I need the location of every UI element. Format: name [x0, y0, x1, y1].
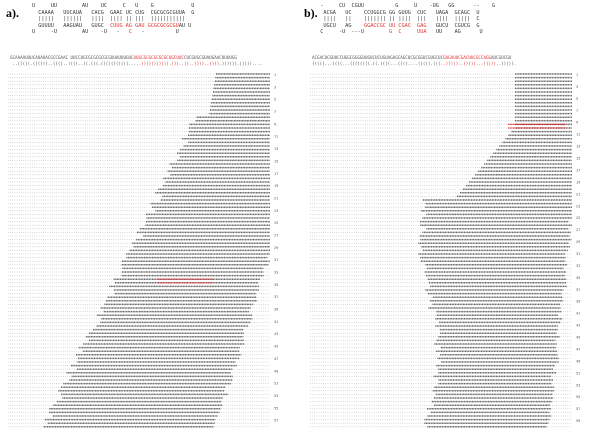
highlighted-segment: UUA: [417, 29, 427, 36]
sequence-line: [312, 61, 594, 67]
hairpin-line: [314, 16, 495, 23]
row-label: 5: [576, 96, 579, 101]
segment: AU U: [178, 22, 192, 29]
row-label: 57: [576, 407, 581, 412]
row-label: 43: [576, 323, 581, 328]
highlighted-segment: GGACCGC UU CGAC GAG: [363, 22, 427, 29]
hairpin-line: [314, 29, 495, 36]
row-label: 13: [274, 147, 279, 152]
hairpin-line: [32, 3, 194, 10]
row-label: 27: [576, 228, 581, 233]
row-label: 41: [274, 319, 279, 324]
row-label: 5: [274, 97, 277, 102]
hairpin-line: [32, 16, 194, 23]
alignment-dotplot: [310, 72, 594, 430]
segment: ||||| |||||| |||| |||| || ||| |||||||||||: [32, 16, 195, 23]
alignment-dotplot: [8, 72, 292, 430]
hairpin-line: [314, 3, 495, 10]
hairpin-structure: [314, 3, 495, 36]
panel-label: a).: [6, 6, 19, 20]
row-label: 45: [274, 344, 279, 349]
hairpin-line: [314, 10, 495, 17]
segment: .)))))).)))))....: [219, 61, 263, 66]
segment: AUCGUCGU: [491, 55, 512, 60]
row-label: 15: [576, 156, 581, 161]
row-label: 1: [274, 73, 277, 77]
highlighted-segment: ))))))))))).)))..))..))))..)))): [141, 61, 220, 66]
segment: CAAAA UUCAUA CACG GAAC UC CUG CGCGCGCGUUA G: [32, 9, 195, 16]
row-label: 57: [274, 418, 279, 423]
row-label: 13: [576, 144, 581, 149]
row-label: 15: [274, 159, 279, 164]
hairpin-structure: [32, 3, 194, 36]
segment: U UU AU UC C U G U: [32, 3, 195, 9]
row-label: 29: [274, 245, 279, 250]
highlighted-segment: CUUG AG GAU GCGCGCGCGU: [110, 22, 179, 29]
highlighted-segment: G C: [388, 29, 402, 36]
row-label: 29: [576, 240, 581, 245]
sequence-line: [10, 61, 290, 67]
segment: |||| || ||||||| || |||| ||| |||| ||||| C: [314, 16, 480, 23]
segment: CUCGUGCGUAUGAACUUUUGG: [183, 55, 237, 60]
row-label: 3: [274, 85, 277, 90]
row-label: 9: [576, 120, 579, 125]
row-label: 53: [274, 393, 279, 398]
row-label: 59: [576, 419, 581, 424]
row-label: 23: [274, 208, 279, 213]
row-label: 9: [274, 122, 277, 127]
row-label: 7: [274, 110, 277, 115]
row-label: 31: [576, 252, 581, 256]
segment: (((((...((((...((((((((.((.((((...((((....(((((.(((: [312, 61, 441, 66]
row-label: 21: [274, 196, 279, 201]
row-label: 17: [576, 168, 581, 173]
segment: ACGA UC CCUGGCG GG GUUG CUC UAGA GCAGC U: [314, 9, 480, 16]
hairpin-line: [32, 23, 194, 30]
row-label: 53: [576, 383, 581, 388]
row-label: 21: [576, 192, 581, 197]
row-label: 39: [576, 299, 581, 304]
segment: ..))))).: [496, 61, 517, 66]
sequence-strip: [312, 55, 594, 67]
segment: GUCU CGUCG G: [426, 22, 480, 29]
row-label: 19: [274, 184, 279, 189]
row-label: 35: [576, 275, 581, 280]
segment: UU AG U: [426, 29, 483, 36]
hairpin-line: [32, 10, 194, 17]
row-label: 11: [274, 134, 279, 139]
row-label: 51: [576, 371, 581, 376]
row-label: 55: [576, 395, 581, 400]
highlighted-segment: GAGAUUCGACUUCGCCAGG: [443, 55, 492, 60]
segment: ..(((((.((((((..((((..((((..((.(((.(((((((((((.....: [10, 61, 142, 66]
highlighted-segment: CUUGCGCGCGCGCGCUGCUUC: [131, 55, 184, 60]
row-label: 45: [576, 335, 581, 340]
segment: - CU CGUU G U -UG GG -- G: [314, 3, 496, 9]
row-label: 49: [274, 369, 279, 374]
row-label: 55: [274, 406, 279, 411]
segment: C -U ---U: [314, 29, 389, 36]
row-label: 43: [274, 332, 279, 337]
segment: - U: [131, 29, 179, 36]
row-label: 25: [576, 216, 581, 221]
sequence-strip: [10, 55, 290, 67]
row-label: 47: [274, 356, 279, 361]
row-label: 19: [576, 180, 581, 185]
row-label: 51: [274, 381, 279, 386]
segment: GUUUU AAGUAU GUGC: [32, 22, 111, 29]
row-label: 39: [274, 307, 279, 312]
row-label: 1: [576, 73, 579, 77]
row-label: 33: [576, 263, 581, 268]
row-label: 35: [274, 282, 279, 287]
row-label: 41: [576, 311, 581, 316]
segment: [401, 29, 417, 35]
hairpin-line: [32, 29, 194, 36]
panel-b: [300, 0, 600, 433]
row-label: 33: [274, 270, 279, 275]
row-label: 23: [576, 204, 581, 209]
segment: UGCU AG: [314, 22, 364, 29]
panel-label: b).: [304, 6, 318, 20]
hairpin-line: [314, 23, 495, 30]
segment: U -U AU -U -: [32, 29, 129, 36]
segment: ACGACUCGUUCCUGGCGGGGUUGUCUCUGUAGAGCAGCUCGCGGUCGUGCUC: [312, 55, 444, 60]
row-label: 37: [274, 295, 279, 300]
row-label: 11: [576, 132, 581, 137]
highlighted-segment: ..)))))..)))))...))))): [440, 61, 497, 66]
row-label: 17: [274, 171, 279, 176]
row-label: 7: [576, 108, 579, 113]
row-label: 27: [274, 233, 279, 238]
row-label: 3: [576, 84, 579, 89]
row-label: 37: [576, 287, 581, 292]
segment: GCAAAAUUUCAUAUACGCCGAAC UUCCUGCGCGCGCGCGUUAUUUGU: [10, 55, 132, 60]
row-label: 31: [274, 258, 279, 263]
highlighted-segment: C: [128, 29, 132, 36]
row-label: 25: [274, 221, 279, 226]
row-label: 49: [576, 359, 581, 364]
row-label: 47: [576, 347, 581, 352]
